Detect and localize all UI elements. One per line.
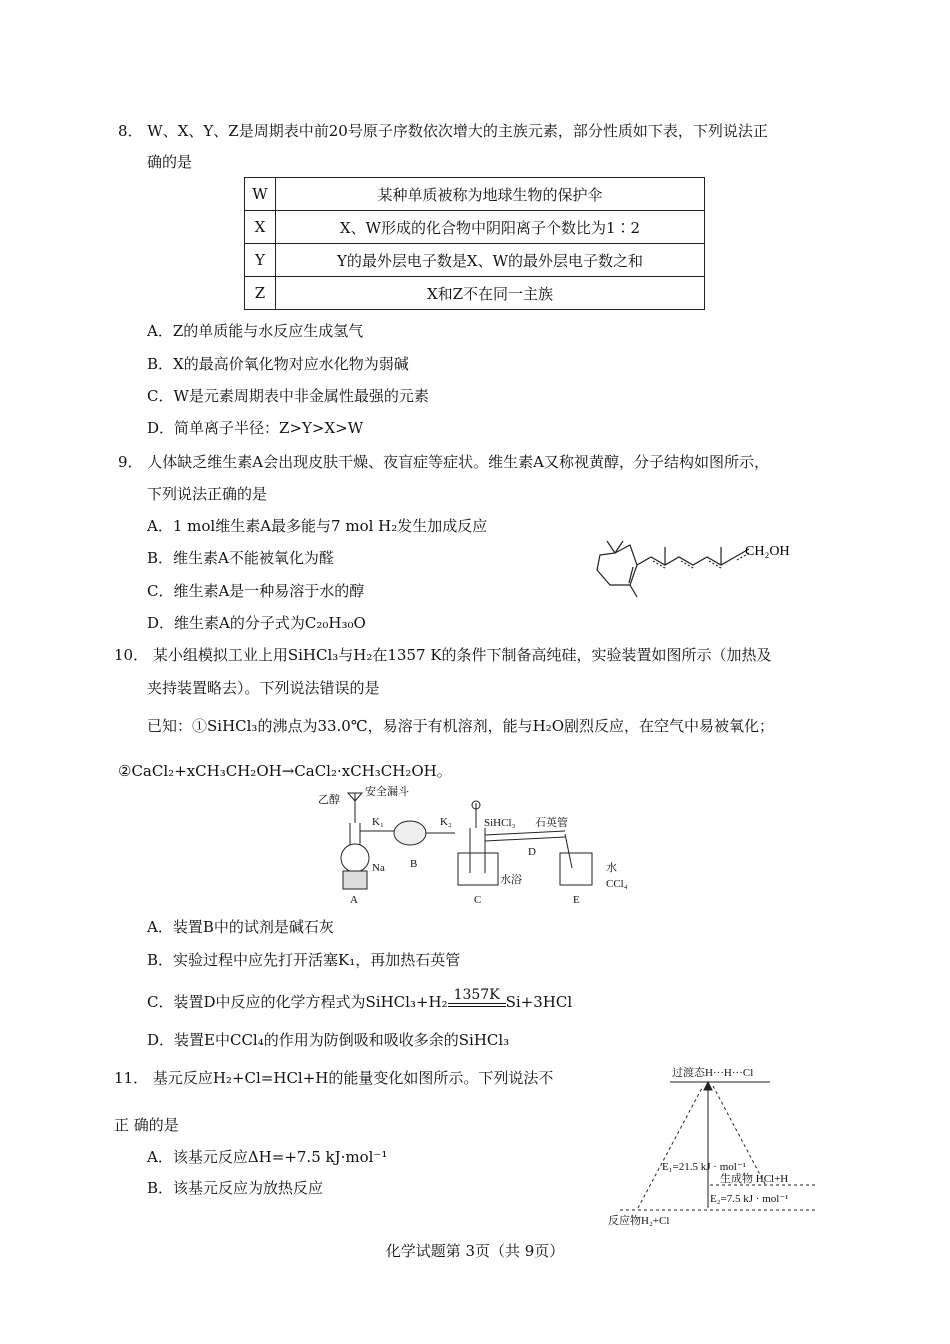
equation-condition: 1357K (453, 987, 500, 1003)
table-row (245, 211, 705, 244)
q10-stem-line1: 10． 某小组模拟工业上用SiHCl₃与H₂在1357 K的条件下制备高纯硅，实验装置如图所示（加热及 (114, 646, 772, 664)
diagram-e1-label: E₁=21.5 kJ · mol⁻¹ (662, 1161, 746, 1173)
apparatus-diagram (310, 783, 640, 908)
retinol-structure-diagram (585, 535, 815, 600)
label-sihcl3: SiHCl₃ (484, 817, 516, 829)
table-cell-value: X和Z不在同一主族 (276, 277, 705, 310)
q10-stem-line2: 夹持装置略去）。下列说法错误的是 (147, 679, 380, 697)
label-A: A (350, 894, 358, 906)
q8-option-d: D．简单离子半径：Z>Y>X>W (147, 419, 364, 437)
diagram-ts-label: 过渡态H···H···Cl (672, 1067, 754, 1079)
q8-option-a: A．Z的单质能与水反应生成氢气 (147, 322, 364, 340)
q9-option-a: A．1 mol维生素A最多能与7 mol H₂发生加成反应 (147, 517, 488, 535)
table-row (245, 244, 705, 277)
table-cell-value: 某种单质被称为地球生物的保护伞 (276, 178, 705, 211)
table-cell-key: Z (245, 277, 276, 310)
table-cell-key: Y (245, 244, 276, 277)
q10-option-b: B．实验过程中应先打开活塞K₁，再加热石英管 (147, 951, 461, 969)
q10-option-c-text: C．装置D中反应的化学方程式为SiHCl₃+H₂ (147, 993, 448, 1011)
q11-stem-line2: 正 确的是 (114, 1116, 179, 1134)
table-cell-value: X、W形成的化合物中阴阳离子个数比为1∶2 (276, 211, 705, 244)
q8-option-b: B．X的最高价氧化物对应水化物为弱碱 (147, 355, 409, 373)
q10-option-c (147, 987, 573, 1012)
q8-property-table (244, 177, 705, 310)
label-funnel: 安全漏斗 (365, 786, 409, 798)
table-cell-key: W (245, 178, 276, 211)
q10-option-a: A．装置B中的试剂是碱石灰 (147, 918, 334, 936)
q9-stem-line2: 下列说法正确的是 (147, 485, 268, 503)
equation-arrow (448, 987, 506, 1007)
label-na: Na (372, 862, 385, 874)
label-ethanol: 乙醇 (318, 794, 340, 806)
q8-stem-line2: 确的是 (147, 153, 193, 171)
label-k1: K₁ (372, 816, 384, 828)
label-k2: K₂ (440, 816, 452, 828)
label-E: E (573, 894, 580, 906)
label-D: D (528, 846, 536, 858)
q11-option-b: B．该基元反应为放热反应 (147, 1179, 324, 1197)
equation-products: Si+3HCl (505, 993, 573, 1011)
label-water: 水 (606, 862, 617, 874)
q10-option-d: D．装置E中CCl₄的作用为防倒吸和吸收多余的SiHCl₃ (147, 1031, 510, 1049)
diagram-e2-label: E₂=7.5 kJ · mol⁻¹ (710, 1193, 789, 1205)
label-C: C (474, 894, 482, 906)
q9-stem-line1: 9． 人体缺乏维生素A会出现皮肤干燥、夜盲症等症状。维生素A又称视黄醇，分子结构如图所示， (118, 453, 769, 471)
q11-stem-line1: 11． 基元反应H₂+Cl=HCl+H的能量变化如图所示。下列说法不 (114, 1069, 554, 1087)
table-cell-key: X (245, 211, 276, 244)
q8-stem-line1: 8． W、X、Y、Z是周期表中前20号原子序数依次增大的主族元素，部分性质如下表，下列说法正 (118, 122, 768, 140)
label-water-bath: 水浴 (500, 874, 522, 886)
diagram-reactant-label: 反应物H₂+Cl (608, 1215, 670, 1227)
table-row (245, 277, 705, 310)
table-row (245, 178, 705, 211)
q9-option-c: C．维生素A是一种易溶于水的醇 (147, 582, 365, 600)
q9-option-d: D．维生素A的分子式为C₂₀H₃₀O (147, 614, 366, 632)
page-footer: 化学试题第 3页（共 9页） (385, 1242, 565, 1260)
q11-option-a: A．该基元反应ΔH=+7.5 kJ·mol⁻¹ (147, 1148, 388, 1166)
energy-diagram (600, 1060, 830, 1230)
diagram-product-label: 生成物 HCl+H (720, 1173, 789, 1185)
label-B: B (410, 858, 418, 870)
structure-label: CH₂OH (745, 544, 790, 559)
q9-option-b: B．维生素A不能被氧化为醛 (147, 549, 334, 567)
q10-known-line1: 已知：①SiHCl₃的沸点为33.0℃，易溶于有机溶剂，能与H₂O剧烈反应，在空气中易被氧化； (147, 717, 775, 735)
label-ccl4: CCl₄ (606, 878, 628, 890)
label-quartz: 石英管 (535, 817, 568, 829)
q8-option-c: C．W是元素周期表中非金属性最强的元素 (147, 387, 429, 405)
q10-known-line2: ②CaCl₂+xCH₃CH₂OH→CaCl₂·xCH₃CH₂OH。 (118, 762, 452, 780)
table-cell-value: Y的最外层电子数是X、W的最外层电子数之和 (276, 244, 705, 277)
